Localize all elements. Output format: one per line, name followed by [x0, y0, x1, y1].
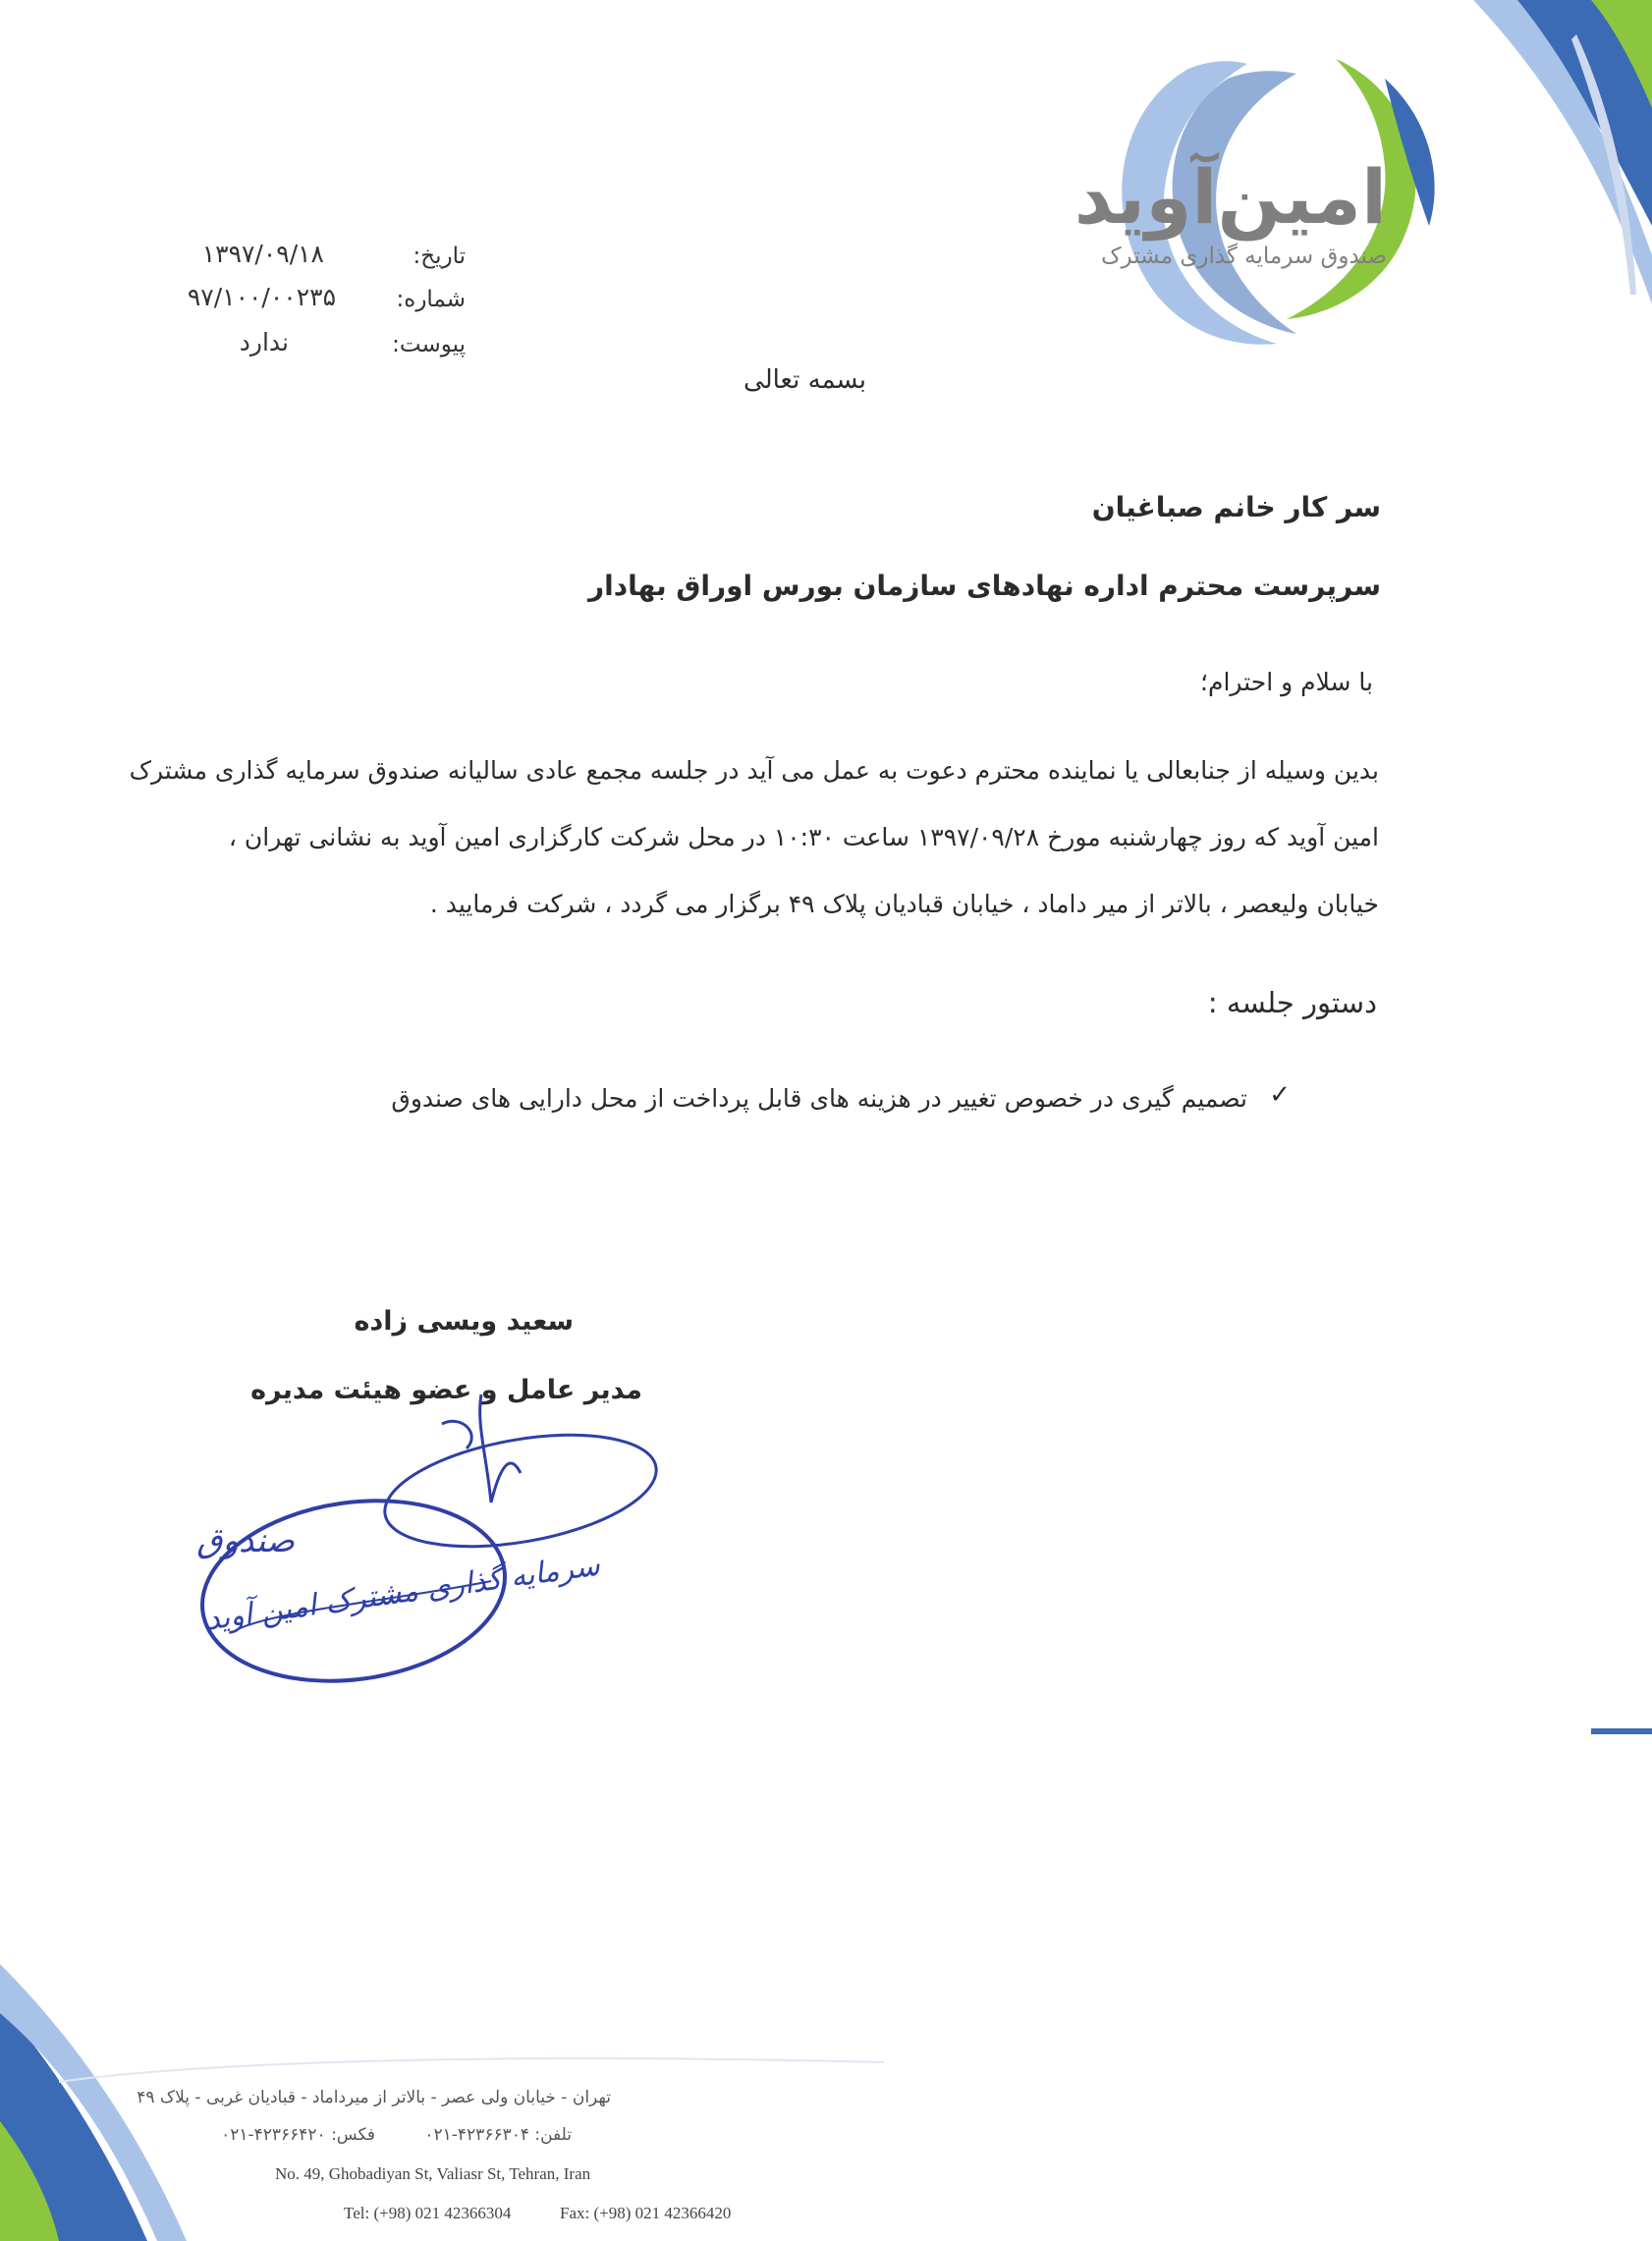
signatory-title: مدیر عامل و عضو هیئت مدیره — [250, 1375, 642, 1405]
date-value: ۱۳۹۷/۰۹/۱۸ — [201, 240, 324, 268]
logo-subtitle: صندوق سرمایه گذاری مشترک — [1100, 244, 1387, 269]
agenda-title: دستور جلسه : — [1207, 986, 1377, 1019]
body-line-2: امین آوید که روز چهارشنبه مورخ ۱۳۹۷/۰۹/۲۸ ساعت ۱۰:۳۰ در محل شرکت کارگزاری امین آوید به نشانی تهران ، — [228, 823, 1379, 851]
recipient-title: سرپرست محترم اداره نهادهای سازمان بورس اوراق بهادار — [588, 570, 1381, 602]
stamp-line-1: صندوق — [196, 1521, 295, 1560]
signature-and-stamp — [196, 1355, 668, 1689]
number-label: شماره: — [396, 287, 466, 312]
check-icon: ✓ — [1269, 1080, 1291, 1110]
date-label: تاریخ: — [413, 244, 466, 269]
footer-tel-en: Tel: (+98) 021 42366304 — [344, 2204, 512, 2222]
stamp-line-2: سرمایه گذاری مشترک امین آوید — [203, 1548, 602, 1638]
edge-mark — [1591, 1728, 1652, 1734]
logo-wordmark: امین‌آوید — [1074, 153, 1387, 241]
greeting: با سلام و احترام؛ — [1200, 668, 1373, 696]
footer-fax-fa: فکس: ۴۲۳۶۶۴۲۰-۰۲۱ — [221, 2125, 375, 2145]
agenda-item-1: تصمیم گیری در خصوص تغییر در هزینه های قابل پرداخت از محل دارایی های صندوق — [391, 1084, 1247, 1113]
footer-address-en: No. 49, Ghobadiyan St, Valiasr St, Tehran, Iran — [275, 2164, 591, 2183]
body-line-3: خیابان ولیعصر ، بالاتر از میر داماد ، خیابان قبادیان پلاک ۴۹ برگزار می گردد ، شرکت فرمایید . — [429, 890, 1379, 918]
invocation: بسمه تعالی — [743, 365, 866, 395]
footer-fax-en: Fax: (+98) 021 42366420 — [560, 2204, 732, 2222]
recipient-name: سر کار خانم صباغیان — [1091, 491, 1381, 523]
footer-phone-fa: تلفن: ۴۲۳۶۶۳۰۴-۰۲۱ — [424, 2125, 572, 2145]
attachment-label: پیوست: — [392, 332, 466, 357]
number-value: ۹۷/۱۰۰/۰۰۲۳۵ — [187, 283, 336, 311]
signatory-name: سعید ویسی زاده — [354, 1306, 574, 1337]
attachment-value: ندارد — [239, 328, 289, 356]
body-line-1: بدین وسیله از جنابعالی یا نماینده محترم دعوت به عمل می آید در جلسه مجمع عادی سالیانه صندوق سرمایه گذاری مشترک — [129, 756, 1379, 785]
footer-address-fa: تهران - خیابان ولی عصر - بالاتر از میرداماد - قبادیان غربی - پلاک ۴۹ — [137, 2088, 611, 2107]
